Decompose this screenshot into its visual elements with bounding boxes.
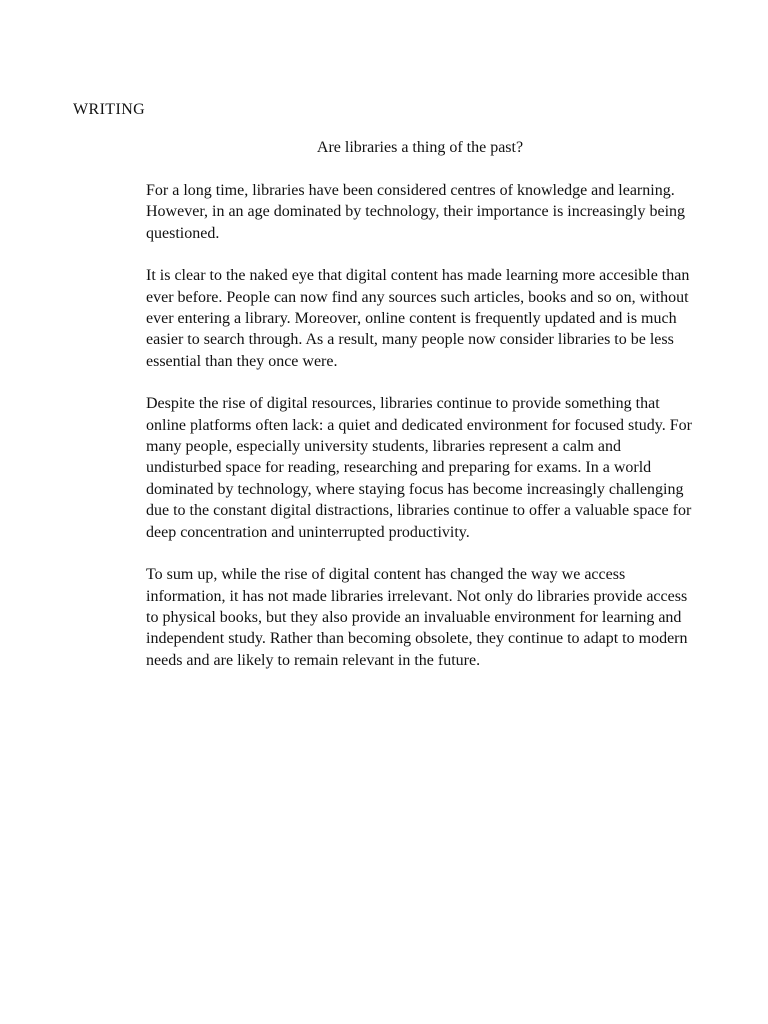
document-body xyxy=(146,180,698,692)
section-label: WRITING xyxy=(73,101,146,118)
paragraph-conclusion: To sum up, while the rise of digital content has changed the way we access information, it has not made libraries irrelevant. Not only do libraries provide access to physical books, but they also provide an invaluable environment for learning and independent study. Rather than becoming obsolete, they continue to adapt to modern needs and are likely to remain relevant in the future. xyxy=(146,566,688,669)
paragraph-digital-content: It is clear to the naked eye that digital content has made learning more accesible than ever before. People can now find any sources such articles, books and so on, without ever entering a library. Moreover, online content is frequently updated and is much easier to search through. As a result, many people now consider libraries to be less essential than they once were. xyxy=(146,267,690,370)
paragraph-intro: For a long time, libraries have been considered centres of knowledge and learning. However, in an age dominated by technology, their importance is increasingly being questioned. xyxy=(146,182,686,242)
document-title: Are libraries a thing of the past? xyxy=(316,139,524,156)
paragraph-libraries-value: Despite the rise of digital resources, libraries continue to provide something that online platforms often lack: a quiet and dedicated environment for focused study. For many people, especially university students, libraries represent a calm and undisturbed space for reading, researching and preparing for exams. In a world dominated by technology, where staying focus has become increasingly challenging due to the constant digital distractions, libraries continue to offer a valuable space for deep concentration and uninterrupted productivity. xyxy=(146,395,692,541)
